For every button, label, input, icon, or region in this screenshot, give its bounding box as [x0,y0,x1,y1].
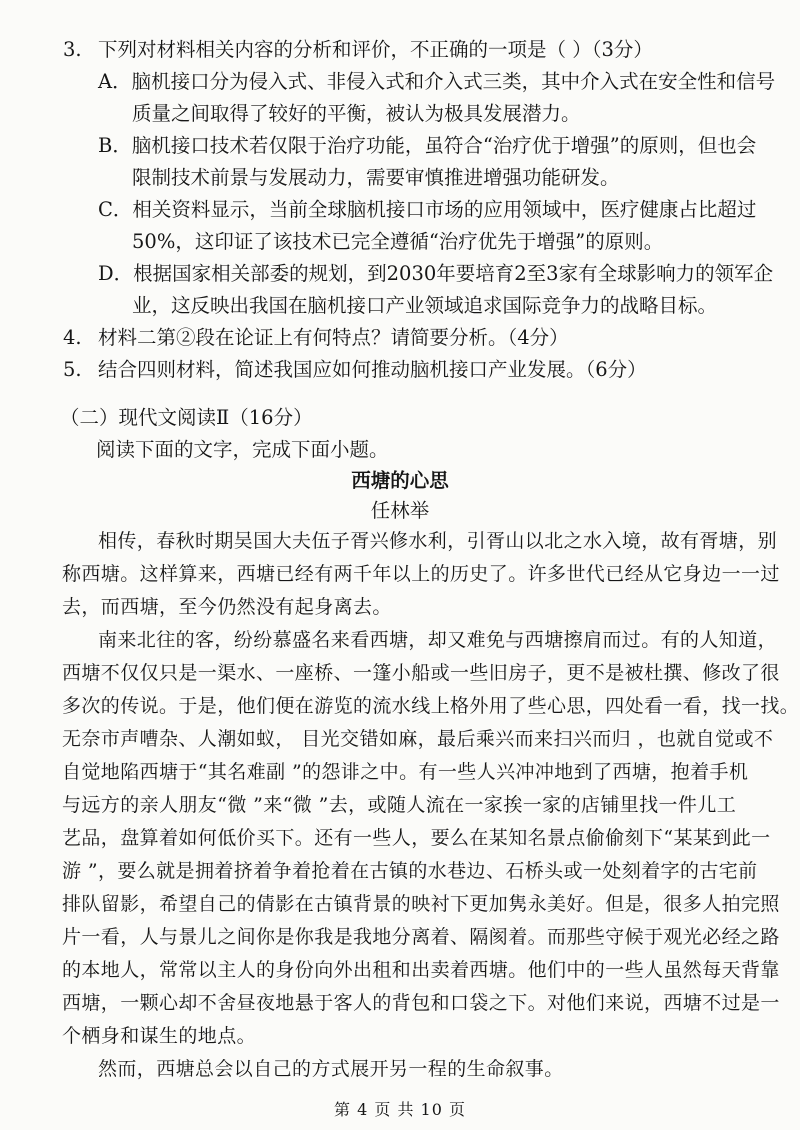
option-c-line-2: 50%，这印证了该技术已完全遵循“治疗优先于增强”的原则。 [132,230,664,253]
passage-line: 相传，春秋时期吴国大夫伍子胥兴修水利，引胥山以北之水入境，故有胥塘，别 [98,530,778,552]
page-footer: 第 4 页 共 10 页 [334,1100,466,1119]
passage-line: 游 ”，要么就是拥着挤着争着抢着在古镇的水巷边、石桥头或一处刻着字的古宅前 [62,860,758,882]
option-b-line-2: 限制技术前景与发展动力，需要审慎推进增强功能研发。 [132,166,620,189]
passage-line: 去，而西塘，至今仍然没有起身离去。 [62,596,392,618]
passage-title: 西塘的心思 [351,469,449,492]
option-d-line-1: D．根据国家相关部委的规划，到2030年要培育2至3家有全球影响力的领军企 [98,262,774,285]
option-a-line-1: A．脑机接口分为侵入式、非侵入式和介入式三类，其中介入式在安全性和信号 [98,70,776,93]
passage-line: 自觉地陷西塘于“其名难副 ”的怨诽之中。有一些人兴冲冲地到了西塘，抱着手机 [62,761,749,783]
reading-instruction: 阅读下面的文字，完成下面小题。 [96,438,389,461]
passage-line: 的本地人，常常以主人的身份向外出租和出卖着西塘。他们中的一些人虽然每天背靠 [62,959,780,981]
passage-line: 片一看，人与景儿之间你是你我是我地分离着、隔阂着。而那些守候于观光必经之路 [62,926,780,948]
passage-line: 排队留影，希望自己的倩影在古镇背景的映衬下更加隽永美好。但是，很多人拍完照 [62,893,780,915]
passage-line: 西塘不仅仅只是一渠水、一座桥、一篷小船或一些旧房子，更不是被杜撰、修改了很 [62,662,780,684]
passage-author: 任林举 [370,499,430,522]
option-b-line-1: B．脑机接口技术若仅限于治疗功能，虽符合“治疗优于增强”的原则，但也会 [98,134,757,157]
question-5-number: 5. [63,358,82,381]
option-a-line-2: 质量之间取得了较好的平衡，被认为极具发展潜力。 [132,102,581,125]
option-c-line-1: C．相关资料显示，当前全球脑机接口市场的应用领域中，医疗健康占比超过 [98,198,757,221]
passage-line: 与远方的亲人朋友“微 ”来“微 ”去，或随人流在一家挨一家的店铺里找一件儿工 [62,794,737,816]
passage-line: 西塘，一颗心却不舍昼夜地悬于客人的背包和口袋之下。对他们来说，西塘不过是一 [62,992,780,1014]
question-5-text: 结合四则材料，简述我国应如何推动脑机接口产业发展。（6分） [98,358,647,381]
passage-line: 个栖身和谋生的地点。 [62,1025,257,1047]
option-d-line-2: 业，这反映出我国在脑机接口产业领域追求国际竞争力的战略目标。 [132,294,718,317]
passage-line: 多次的传说。于是，他们便在游览的流水线上格外用了些心思，四处看一看，找一找。 [62,695,800,717]
question-3-stem: 下列对材料相关内容的分析和评价，不正确的一项是（ ）（3分） [98,38,653,61]
question-4-number: 4. [63,326,82,349]
question-4-text: 材料二第②段在论证上有何特点？请简要分析。（4分） [98,326,569,349]
passage-line: 艺品，盘算着如何低价买下。还有一些人，要么在某知名景点偷偷刻下“某某到此一 [62,827,771,849]
passage-line: 称西塘。这样算来，西塘已经有两千年以上的历史了。许多世代已经从它身边一一过 [62,563,780,585]
passage-line: 南来北往的客，纷纷慕盛名来看西塘，却又难免与西塘擦肩而过。有的人知道， [98,629,778,651]
passage-line: 然而，西塘总会以自己的方式展开另一程的生命叙事。 [98,1058,564,1080]
question-3-number: 3. [63,38,82,61]
passage-line: 无奈市声嘈杂、人潮如蚁， 目光交错如麻，最后乘兴而来扫兴而归 ，也就自觉或不 [62,728,774,750]
section-heading: （二）现代文阅读Ⅱ（16分） [60,406,313,429]
